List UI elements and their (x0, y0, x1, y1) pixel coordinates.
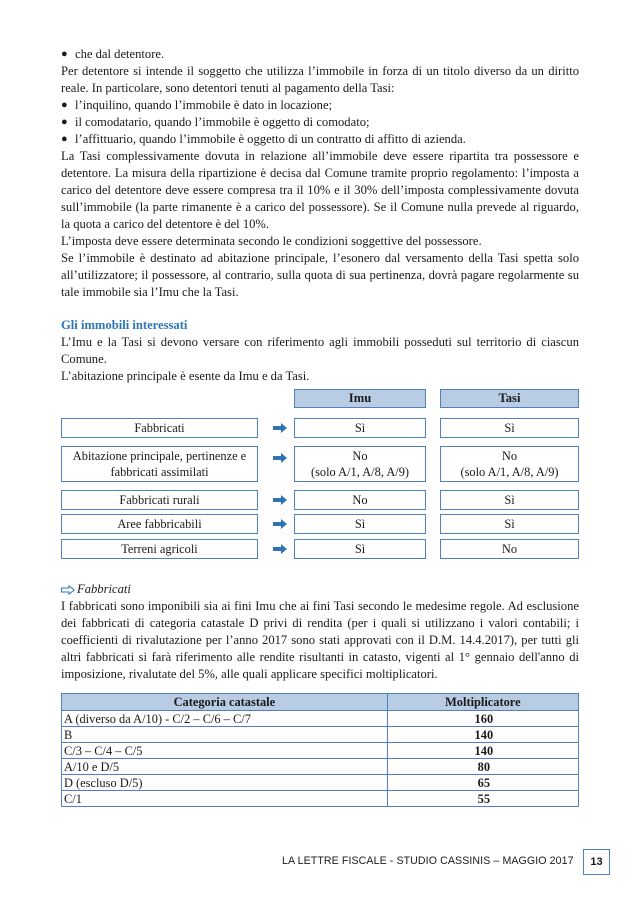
cell-moltiplicatore: 140 (387, 743, 578, 759)
paragraph-ripartizione: La Tasi complessivamente dovuta in relazione all’immobile deve essere ripartita tra possessore e detentore. La misura della ripartizione è decisa dal Comune tramite proprio regolamento: l’imposta a carico del detentore deve essere compresa tra il 10% e il 30% dell’imposta complessivamente dovuta sull’immobile (la parte rimanente è a carico del possessore). Se il Comune nulla prevede al riguardo, la quota a carico del detentore è del 10%. (61, 149, 579, 231)
bullet-text: il comodatario, quando l’immobile è oggetto di comodato; (75, 115, 370, 129)
table-row (62, 711, 579, 727)
cell-categoria: A/10 e D/5 (62, 759, 388, 775)
table-header-row (62, 694, 579, 711)
subheading-fabbricati: Fabbricati (61, 581, 579, 598)
table-row (62, 743, 579, 759)
cell-categoria: D (escluso D/5) (62, 775, 388, 791)
column-header-tasi: Tasi (440, 389, 579, 408)
page-number: 13 (583, 849, 610, 875)
paragraph-condizioni: L’imposta deve essere determinata secondo le condizioni soggettive del possessore. (61, 234, 482, 248)
cell-categoria: B (62, 727, 388, 743)
paragraph-immobili-1: L’Imu e la Tasi si devono versare con riferimento agli immobili posseduti sul territorio di ciascun Comune. (61, 335, 579, 366)
arrow-right-icon (273, 453, 287, 463)
table-row (62, 727, 579, 743)
column-header-categoria: Categoria catastale (62, 694, 388, 711)
bullet-text: l’inquilino, quando l’immobile è dato in locazione; (75, 98, 333, 112)
bullet-text: l’affittuario, quando l’immobile è oggetto di un contratto di affitto di azienda. (75, 132, 466, 146)
table-row (62, 791, 579, 807)
bullet-item (61, 97, 579, 114)
cell-moltiplicatore: 80 (387, 759, 578, 775)
cell-tasi: Sì (440, 418, 579, 438)
column-header-imu: Imu (294, 389, 426, 408)
arrow-right-icon (273, 495, 287, 505)
bullet-icon: ● (61, 99, 68, 111)
multiplier-table (61, 693, 579, 807)
cell-imu: No (solo A/1, A/8, A/9) (294, 446, 426, 482)
row-label-rurali: Fabbricati rurali (61, 490, 258, 510)
section-heading: Gli immobili interessati (61, 318, 188, 332)
bullet-icon: ● (61, 116, 68, 128)
row-label-abitazione: Abitazione principale, pertinenze e fabbricati assimilati (61, 446, 258, 482)
bullet-icon: ● (61, 48, 68, 60)
bullet-item (61, 46, 579, 63)
cell-imu: Sì (294, 418, 426, 438)
cell-moltiplicatore: 160 (387, 711, 578, 727)
paragraph-immobili-2: L’abitazione principale è esente da Imu e da Tasi. (61, 369, 310, 383)
bullet-item (61, 114, 579, 131)
cell-imu: Sì (294, 539, 426, 559)
cell-tasi: Sì (440, 490, 579, 510)
cell-categoria: C/3 – C/4 – C/5 (62, 743, 388, 759)
cell-moltiplicatore: 55 (387, 791, 578, 807)
imu-tasi-comparison (61, 389, 579, 564)
row-label-terreni: Terreni agricoli (61, 539, 258, 559)
cell-categoria: A (diverso da A/10) - C/2 – C/6 – C/7 (62, 711, 388, 727)
arrow-right-icon (273, 544, 287, 554)
bullet-text: che dal detentore. (75, 47, 165, 61)
footer-text: LA LETTRE FISCALE - STUDIO CASSINIS – MAGGIO 2017 (282, 855, 574, 867)
table-row (62, 775, 579, 791)
arrow-right-icon (273, 423, 287, 433)
cell-imu: No (294, 490, 426, 510)
bullet-item (61, 131, 579, 148)
cell-moltiplicatore: 65 (387, 775, 578, 791)
row-label-aree: Aree fabbricabili (61, 514, 258, 534)
paragraph-fabbricati: I fabbricati sono imponibili sia ai fini Imu che ai fini Tasi secondo le medesime regole. Ad esclusione dei fabbricati di categoria catastale D privi di rendita (per i quali si utilizzano i valori contabili; i coefficienti di rivalutazione per l’anno 2017 sono stati approvati con il D.M. 14.4.2017), per tutti gli altri fabbricati si farà riferimento alle rendite risultanti in catasto, vigenti al 1° gennaio dell'anno di imposizione, rivalutate del 5%, alle quali applicare specifici moltiplicatori. (61, 599, 579, 681)
column-header-moltiplicatore: Moltiplicatore (387, 694, 578, 711)
paragraph-detentore: Per detentore si intende il soggetto che utilizza l’immobile in forza di un titolo diverso da un diritto reale. In particolare, sono detentori tenuti al pagamento della Tasi: (61, 64, 579, 95)
page-content (61, 46, 579, 807)
table-row (62, 759, 579, 775)
cell-tasi: Sì (440, 514, 579, 534)
bullet-icon: ● (61, 133, 68, 145)
arrow-outline-icon (61, 585, 75, 595)
cell-tasi: No (440, 539, 579, 559)
paragraph-abitazione: Se l’immobile è destinato ad abitazione principale, l’esonero dal versamento della Tasi spetta solo all’utilizzatore; il possessore, al contrario, sulla quota di sua pertinenza, dovrà pagare regolarmente su tale immobile sia l’Imu che la Tasi. (61, 251, 579, 299)
cell-imu: Sì (294, 514, 426, 534)
row-label-fabbricati: Fabbricati (61, 418, 258, 438)
cell-moltiplicatore: 140 (387, 727, 578, 743)
arrow-right-icon (273, 519, 287, 529)
cell-tasi: No (solo A/1, A/8, A/9) (440, 446, 579, 482)
cell-categoria: C/1 (62, 791, 388, 807)
